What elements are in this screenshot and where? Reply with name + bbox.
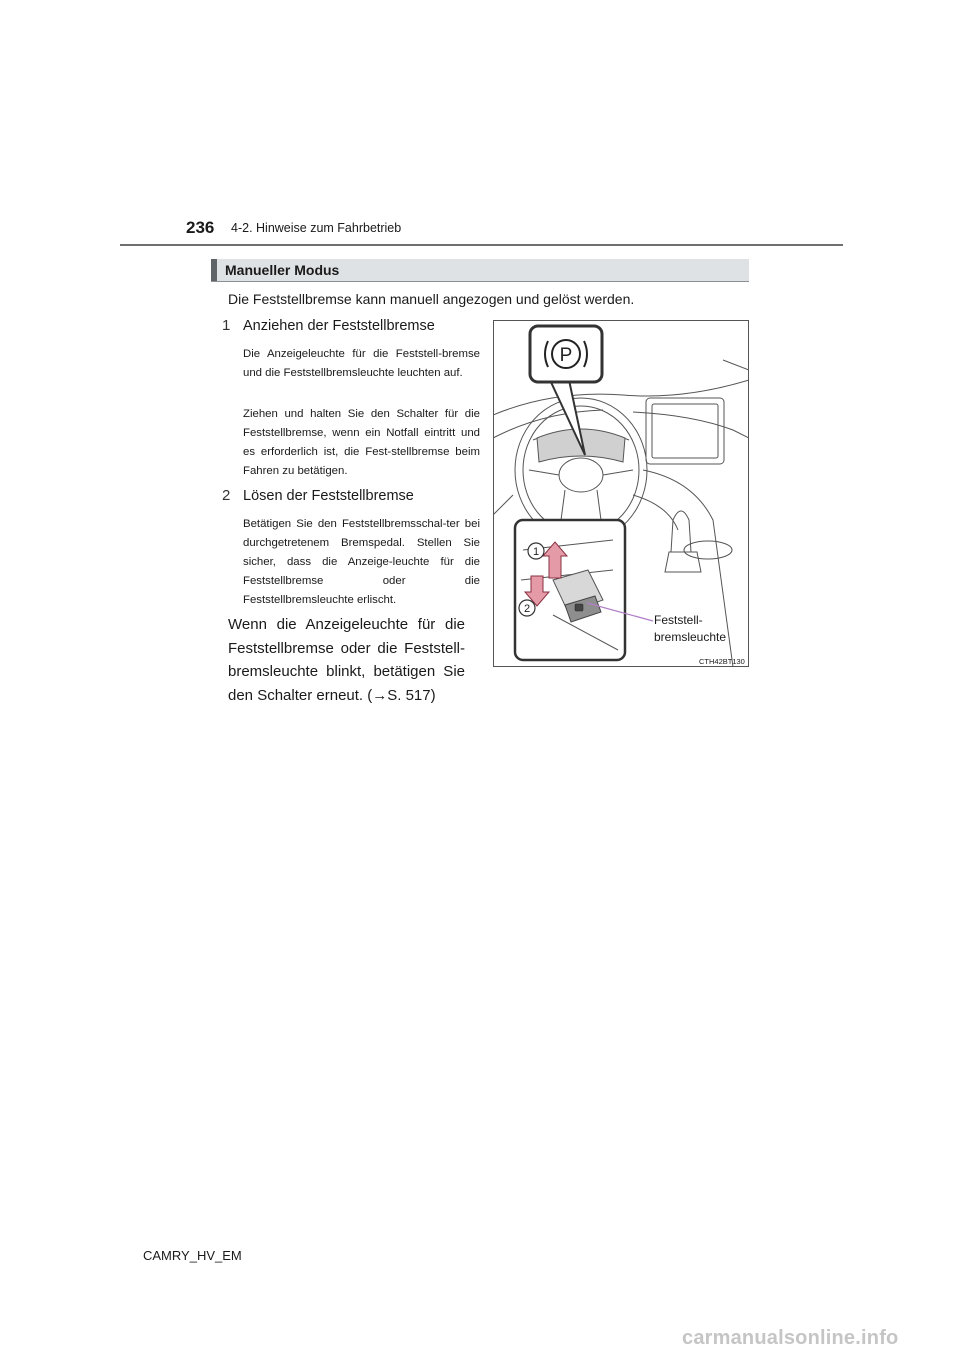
closing-paragraph: Wenn die Anzeigeleuchte für die Feststellbremse oder die Feststell-bremsleuchte blinkt, betätigen Sie den Schalter erneut. (→S. 517) <box>228 616 465 704</box>
step-heading-2: Lösen der Feststellbremse <box>243 488 414 504</box>
chapter-heading: 4-2. Hinweise zum Fahrbetrieb <box>231 221 402 235</box>
model-code: CAMRY_HV_EM <box>143 1248 242 1263</box>
label-line-1: Feststell- <box>654 613 703 627</box>
step-1-paragraph-2: Ziehen und halten Sie den Schalter für die Feststellbremse, wenn ein Notfall eintritt und es erforderlich ist, die Fest-stellbremse beim Fahren zu betätigen. <box>243 408 480 477</box>
step-2-paragraph-1: Betätigen Sie den Feststellbremsschal-ter bei durchgetretenem Bremspedal. Stellen Sie sicher, dass die Anzeige-leuchte für die Feststellbremse oder die Feststellbremsleuchte erlischt. <box>243 518 480 606</box>
section-title: Manueller Modus <box>225 262 340 278</box>
section-title-underline <box>211 281 749 282</box>
step-1-paragraph-1: Die Anzeigeleuchte für die Feststell-bremse und die Feststellbremsleuchte leuchten auf. <box>243 348 480 379</box>
feststellbremsleuchte-label <box>654 612 726 646</box>
page-number: 236 <box>186 218 215 237</box>
step-heading-1: Anziehen der Feststellbremse <box>243 318 435 334</box>
step-number-1: 1 <box>222 317 231 334</box>
step-number-2: 2 <box>222 487 231 504</box>
section-title-accent <box>211 259 217 281</box>
figure-code: CTH42BT130 <box>699 657 745 666</box>
callout-number-1: 1 <box>532 546 540 558</box>
watermark: carmanualsonline.info <box>682 1327 899 1349</box>
label-line-2: bremsleuchte <box>654 630 727 644</box>
section-intro: Die Feststellbremse kann manuell angezogen und gelöst werden. <box>228 291 635 307</box>
indicator-symbol: P <box>559 345 573 366</box>
switch-detail-inset <box>515 520 625 660</box>
header-divider <box>120 244 843 246</box>
callout-number-2: 2 <box>523 603 531 615</box>
